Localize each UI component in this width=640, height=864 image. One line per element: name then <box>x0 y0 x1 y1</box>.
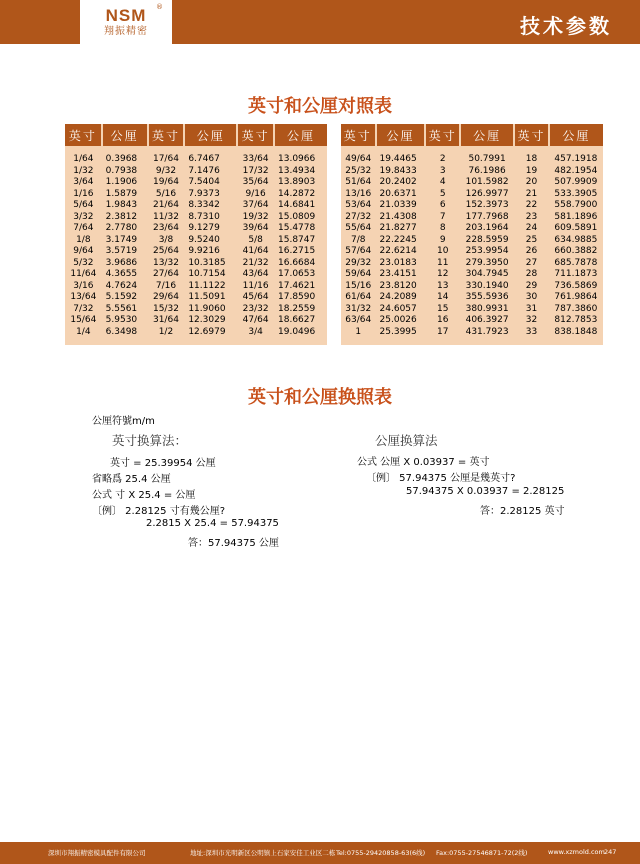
inch-cell: 26 <box>525 246 538 256</box>
inch-cell: 10 <box>436 246 449 256</box>
mm-cell: 50.7991 <box>468 154 506 164</box>
inch-cell: 23/32 <box>242 303 269 314</box>
mm-cell: 0.3968 <box>105 154 138 164</box>
table-row <box>341 246 603 258</box>
inch-cell: 33/64 <box>242 154 269 164</box>
inch-cell: 1/8 <box>76 234 91 245</box>
table-row <box>65 258 327 270</box>
inch-cell: 25/64 <box>152 246 179 256</box>
mm-cell: 21.4308 <box>379 211 417 222</box>
mm-cell: 9.9216 <box>188 246 220 256</box>
table-row <box>341 235 603 247</box>
inch-cell: 5/64 <box>73 200 94 210</box>
table-end-padding <box>65 338 327 345</box>
inch-cell: 1/16 <box>73 188 94 199</box>
inch-cell: 17 <box>436 326 449 337</box>
mm-method-line: 公式 公厘 X 0.03937 = 英寸 <box>357 457 490 468</box>
inch-cell: 49/64 <box>345 154 372 164</box>
inch-method-line: 答：57.94375 公厘 <box>188 538 279 549</box>
mm-cell: 2.3812 <box>105 211 138 222</box>
mm-cell: 482.1954 <box>554 165 598 176</box>
table-row <box>65 154 327 166</box>
mm-cell: 14.6841 <box>278 200 316 210</box>
inch-cell: 5/32 <box>73 257 94 268</box>
column-header: 公厘 <box>376 124 426 146</box>
inch-cell: 51/64 <box>345 177 372 187</box>
inch-cell: 21 <box>525 188 538 199</box>
conversion-table-right <box>341 124 603 345</box>
footer-fax: Fax:0755-27546871-72(2线) <box>436 849 528 857</box>
mm-cell: 23.0183 <box>379 257 417 268</box>
inch-cell: 3/64 <box>73 177 94 187</box>
mm-cell: 5.5561 <box>105 303 138 314</box>
mm-cell: 25.3995 <box>379 326 417 337</box>
inch-cell: 47/64 <box>242 315 269 325</box>
mm-method-line: 〔例〕 57.94375 公厘是幾英寸? <box>366 473 516 484</box>
table-row <box>65 315 327 327</box>
mm-cell: 507.9909 <box>554 177 598 187</box>
mm-cell: 24.6057 <box>379 303 417 314</box>
mm-cell: 101.5982 <box>465 177 509 187</box>
mm-cell: 457.1918 <box>554 154 598 164</box>
mm-cell: 609.5891 <box>554 223 598 233</box>
inch-cell: 15 <box>436 303 449 314</box>
mm-cell: 126.9977 <box>465 188 509 199</box>
table-row <box>341 269 603 281</box>
footer-page-number: 247 <box>604 848 617 856</box>
inch-cell: 17/32 <box>242 165 269 176</box>
footer-website[interactable]: www.xzmold.com <box>548 848 605 856</box>
inch-cell: 2 <box>439 154 446 164</box>
mm-cell: 20.6371 <box>379 188 417 199</box>
table-row <box>341 200 603 212</box>
mm-cell: 6.7467 <box>188 154 220 164</box>
inch-cell: 7/64 <box>73 223 94 233</box>
inch-cell: 23 <box>525 211 538 222</box>
mm-method-heading: 公厘换算法 <box>375 433 438 448</box>
table-row <box>65 177 327 189</box>
mm-cell: 13.0966 <box>278 154 316 164</box>
mm-cell: 17.4621 <box>278 280 316 291</box>
mm-cell: 355.5936 <box>465 292 509 302</box>
mm-cell: 380.9931 <box>465 303 509 314</box>
mm-cell: 2.7780 <box>105 223 138 233</box>
mm-cell: 11.5091 <box>188 292 226 302</box>
mm-cell: 22.6214 <box>379 246 417 256</box>
logo-wordmark: NSM <box>105 6 147 25</box>
mm-cell: 3.1749 <box>105 234 138 245</box>
inch-cell: 1/4 <box>76 326 91 337</box>
mm-cell: 14.2872 <box>278 188 316 199</box>
inch-cell: 45/64 <box>242 292 269 302</box>
column-header: 公厘 <box>549 124 603 146</box>
mm-cell: 15.4778 <box>278 223 316 233</box>
mm-cell: 1.1906 <box>105 177 138 187</box>
mm-cell: 1.5879 <box>105 188 138 199</box>
inch-cell: 11/32 <box>152 211 179 222</box>
mm-cell: 533.3905 <box>554 188 598 199</box>
inch-method-line: 英寸 = 25.39954 公厘 <box>110 458 216 469</box>
mm-cell: 16.6684 <box>278 257 316 268</box>
table-row <box>65 212 327 224</box>
mm-cell: 8.7310 <box>188 211 220 222</box>
inch-cell: 63/64 <box>345 315 372 325</box>
footer-address: 地址:深圳市光明新区公明镇上石家安佳工业区二栋 <box>190 849 336 857</box>
column-header: 英寸 <box>237 124 274 146</box>
table-row <box>65 166 327 178</box>
page-header <box>0 0 640 44</box>
inch-cell: 21/64 <box>152 200 179 210</box>
mm-cell: 20.2402 <box>379 177 417 187</box>
mm-cell: 17.0653 <box>278 269 316 279</box>
inch-cell: 27 <box>525 257 538 268</box>
footer-company: 深圳市翔振精密模具配件有限公司 <box>48 849 146 857</box>
mm-cell: 7.1476 <box>188 165 220 176</box>
inch-cell: 31 <box>525 303 538 314</box>
mm-cell: 12.3029 <box>188 315 226 325</box>
inch-cell: 33 <box>525 326 538 337</box>
inch-cell: 4 <box>439 177 446 187</box>
inch-cell: 41/64 <box>242 246 269 256</box>
formula-section-title: 英寸和公厘换照表 <box>248 387 392 408</box>
conversion-table-left <box>65 124 327 345</box>
mm-cell: 5.1592 <box>105 292 138 302</box>
table-row <box>65 223 327 235</box>
inch-cell: 9/32 <box>155 165 177 176</box>
mm-cell: 5.9530 <box>105 315 138 325</box>
inch-cell: 7/8 <box>351 234 366 245</box>
table-end-padding <box>341 338 603 345</box>
mm-cell: 787.3860 <box>554 303 598 314</box>
header-title: 技术参数 <box>520 14 612 38</box>
column-header: 英寸 <box>514 124 549 146</box>
inch-cell: 13/16 <box>345 188 372 199</box>
table-row <box>65 281 327 293</box>
mm-cell: 177.7968 <box>465 211 509 222</box>
mm-cell: 203.1964 <box>465 223 509 233</box>
inch-cell: 12 <box>436 269 449 279</box>
inch-cell: 43/64 <box>242 269 269 279</box>
mm-cell: 304.7945 <box>465 269 509 279</box>
column-header: 公厘 <box>460 124 514 146</box>
mm-cell: 13.8903 <box>278 177 316 187</box>
inch-cell: 15/64 <box>70 315 97 325</box>
mm-cell: 10.3185 <box>188 257 226 268</box>
mm-cell: 228.5959 <box>465 234 509 245</box>
mm-method-line: 答：2.28125 英寸 <box>480 506 565 517</box>
table-row <box>341 212 603 224</box>
column-header: 公厘 <box>274 124 327 146</box>
mm-cell: 838.1848 <box>554 326 598 337</box>
page-footer <box>0 842 640 864</box>
inch-cell: 5/8 <box>248 234 263 245</box>
mm-cell: 11.9060 <box>188 303 226 314</box>
header-gap-row <box>65 146 327 154</box>
inch-method-line: 省略爲 25.4 公厘 <box>92 474 171 485</box>
table-row <box>341 281 603 293</box>
inch-cell: 29 <box>525 280 538 291</box>
inch-cell: 11 <box>436 257 449 268</box>
mm-cell: 15.0809 <box>278 211 316 222</box>
inch-cell: 30 <box>525 292 538 302</box>
mm-cell: 16.2715 <box>278 246 316 256</box>
mm-cell: 8.3342 <box>188 200 220 210</box>
inch-cell: 23/64 <box>152 223 179 233</box>
mm-cell: 19.8433 <box>379 165 417 176</box>
mm-cell: 15.8747 <box>278 234 316 245</box>
inch-cell: 7/32 <box>73 303 94 314</box>
inch-cell: 37/64 <box>242 200 269 210</box>
mm-cell: 7.5404 <box>188 177 220 187</box>
mm-cell: 23.8120 <box>379 280 417 291</box>
inch-cell: 32 <box>525 315 538 325</box>
table-row <box>341 189 603 201</box>
inch-cell: 15/32 <box>152 303 179 314</box>
inch-cell: 1/2 <box>158 326 174 337</box>
inch-cell: 24 <box>525 223 538 233</box>
table-row <box>65 235 327 247</box>
mm-cell: 581.1896 <box>554 211 598 222</box>
inch-cell: 27/64 <box>152 269 179 279</box>
mm-cell: 18.6627 <box>278 315 316 325</box>
mm-cell: 431.7923 <box>465 326 509 337</box>
table-row <box>341 258 603 270</box>
mm-cell: 17.8590 <box>278 292 316 302</box>
inch-cell: 15/16 <box>345 280 372 291</box>
mm-cell: 76.1986 <box>468 165 506 176</box>
mm-cell: 19.0496 <box>278 326 316 337</box>
inch-cell: 9 <box>439 234 446 245</box>
table-row <box>341 177 603 189</box>
table-row <box>65 327 327 339</box>
table-row <box>341 292 603 304</box>
inch-method-heading: 英寸换算法： <box>112 433 188 448</box>
table-row <box>341 166 603 178</box>
inch-cell: 27/32 <box>345 211 372 222</box>
mm-symbol-note: 公厘符號m/m <box>92 416 155 427</box>
mm-cell: 13.4934 <box>278 165 316 176</box>
mm-cell: 9.1279 <box>188 223 220 233</box>
mm-cell: 6.3498 <box>105 326 138 337</box>
mm-cell: 18.2559 <box>278 303 316 314</box>
mm-cell: 23.4151 <box>379 269 417 279</box>
inch-cell: 7 <box>439 211 446 222</box>
mm-cell: 761.9864 <box>554 292 598 302</box>
table-row <box>65 246 327 258</box>
mm-cell: 4.7624 <box>105 280 138 291</box>
inch-cell: 21/32 <box>242 257 269 268</box>
inch-cell: 35/64 <box>242 177 269 187</box>
mm-cell: 736.5869 <box>554 280 598 291</box>
inch-cell: 11/16 <box>242 280 269 291</box>
inch-cell: 7/16 <box>155 280 177 291</box>
table-row <box>65 200 327 212</box>
inch-cell: 11/64 <box>70 269 97 279</box>
mm-cell: 12.6979 <box>188 326 226 337</box>
mm-cell: 406.3927 <box>465 315 509 325</box>
mm-cell: 253.9954 <box>465 246 509 256</box>
mm-cell: 711.1873 <box>554 269 598 279</box>
inch-cell: 9/64 <box>73 246 94 256</box>
inch-cell: 20 <box>525 177 538 187</box>
inch-cell: 9/16 <box>245 188 266 199</box>
footer-tel: Tel:0755-29420858-63(6线) <box>336 849 426 857</box>
mm-cell: 3.9686 <box>105 257 138 268</box>
mm-cell: 19.4465 <box>379 154 417 164</box>
inch-method-line: 公式 寸 X 25.4 = 公厘 <box>92 490 196 501</box>
inch-cell: 25 <box>525 234 538 245</box>
mm-cell: 11.1122 <box>188 280 226 291</box>
conversion-table-title: 英寸和公厘对照表 <box>248 96 392 117</box>
inch-cell: 19/64 <box>152 177 179 187</box>
inch-cell: 22 <box>525 200 538 210</box>
mm-cell: 279.3950 <box>465 257 509 268</box>
inch-cell: 57/64 <box>345 246 372 256</box>
mm-cell: 25.0026 <box>379 315 417 325</box>
mm-method-line: 57.94375 X 0.03937 = 2.28125 <box>406 486 565 497</box>
table-row <box>341 223 603 235</box>
table-row <box>65 189 327 201</box>
inch-cell: 61/64 <box>345 292 372 302</box>
inch-cell: 3/32 <box>73 211 94 222</box>
mm-cell: 685.7878 <box>554 257 598 268</box>
inch-cell: 59/64 <box>345 269 372 279</box>
column-header: 英寸 <box>425 124 460 146</box>
column-header: 公厘 <box>102 124 148 146</box>
mm-cell: 22.2245 <box>379 234 417 245</box>
table-row <box>341 327 603 339</box>
mm-cell: 3.5719 <box>105 246 138 256</box>
column-header: 公厘 <box>184 124 237 146</box>
column-header: 英寸 <box>148 124 185 146</box>
mm-cell: 1.9843 <box>105 200 138 210</box>
table-row <box>341 315 603 327</box>
inch-cell: 16 <box>436 315 449 325</box>
inch-cell: 39/64 <box>242 223 269 233</box>
inch-cell: 19 <box>525 165 538 176</box>
inch-cell: 3/8 <box>158 234 174 245</box>
inch-cell: 25/32 <box>345 165 372 176</box>
registered-mark: ® <box>156 3 163 11</box>
inch-cell: 29/32 <box>345 257 372 268</box>
mm-cell: 660.3882 <box>554 246 598 256</box>
inch-cell: 1/64 <box>73 154 94 164</box>
inch-cell: 14 <box>436 292 449 302</box>
inch-cell: 18 <box>525 154 538 164</box>
mm-cell: 7.9373 <box>188 188 220 199</box>
table-row <box>65 292 327 304</box>
mm-cell: 4.3655 <box>105 269 138 279</box>
inch-cell: 5 <box>439 188 446 199</box>
inch-cell: 19/32 <box>242 211 269 222</box>
mm-cell: 0.7938 <box>105 165 138 176</box>
mm-cell: 21.0339 <box>379 200 417 210</box>
inch-cell: 53/64 <box>345 200 372 210</box>
mm-cell: 24.2089 <box>379 292 417 302</box>
mm-cell: 21.8277 <box>379 223 417 233</box>
inch-method-line: 2.2815 X 25.4 = 57.94375 <box>146 518 279 529</box>
column-header: 英寸 <box>341 124 376 146</box>
mm-cell: 152.3973 <box>465 200 509 210</box>
table-row <box>341 154 603 166</box>
inch-cell: 3 <box>439 165 446 176</box>
inch-cell: 29/64 <box>152 292 179 302</box>
inch-cell: 13/32 <box>152 257 179 268</box>
inch-cell: 8 <box>439 223 446 233</box>
inch-cell: 28 <box>525 269 538 279</box>
mm-cell: 812.7853 <box>554 315 598 325</box>
inch-cell: 5/16 <box>155 188 177 199</box>
table-row <box>341 304 603 316</box>
table-row <box>65 304 327 316</box>
mm-cell: 330.1940 <box>465 280 509 291</box>
mm-cell: 10.7154 <box>188 269 226 279</box>
inch-cell: 1 <box>355 326 362 337</box>
logo-subtitle: 翔振精密 <box>104 26 148 37</box>
mm-cell: 634.9885 <box>554 234 598 245</box>
inch-cell: 6 <box>439 200 446 210</box>
inch-cell: 55/64 <box>345 223 372 233</box>
inch-method-line: 〔例〕 2.28125 寸有幾公厘? <box>92 506 226 517</box>
inch-cell: 31/32 <box>345 303 372 314</box>
logo <box>80 0 172 44</box>
header-gap-row <box>341 146 603 154</box>
inch-cell: 13 <box>436 280 449 291</box>
column-header: 英寸 <box>65 124 102 146</box>
mm-cell: 9.5240 <box>188 234 220 245</box>
inch-cell: 13/64 <box>70 292 97 302</box>
table-row <box>65 269 327 281</box>
inch-cell: 3/4 <box>248 326 263 337</box>
inch-cell: 3/16 <box>73 280 94 291</box>
inch-cell: 31/64 <box>152 315 179 325</box>
inch-cell: 17/64 <box>152 154 179 164</box>
inch-cell: 1/32 <box>73 165 94 176</box>
mm-cell: 558.7900 <box>554 200 598 210</box>
